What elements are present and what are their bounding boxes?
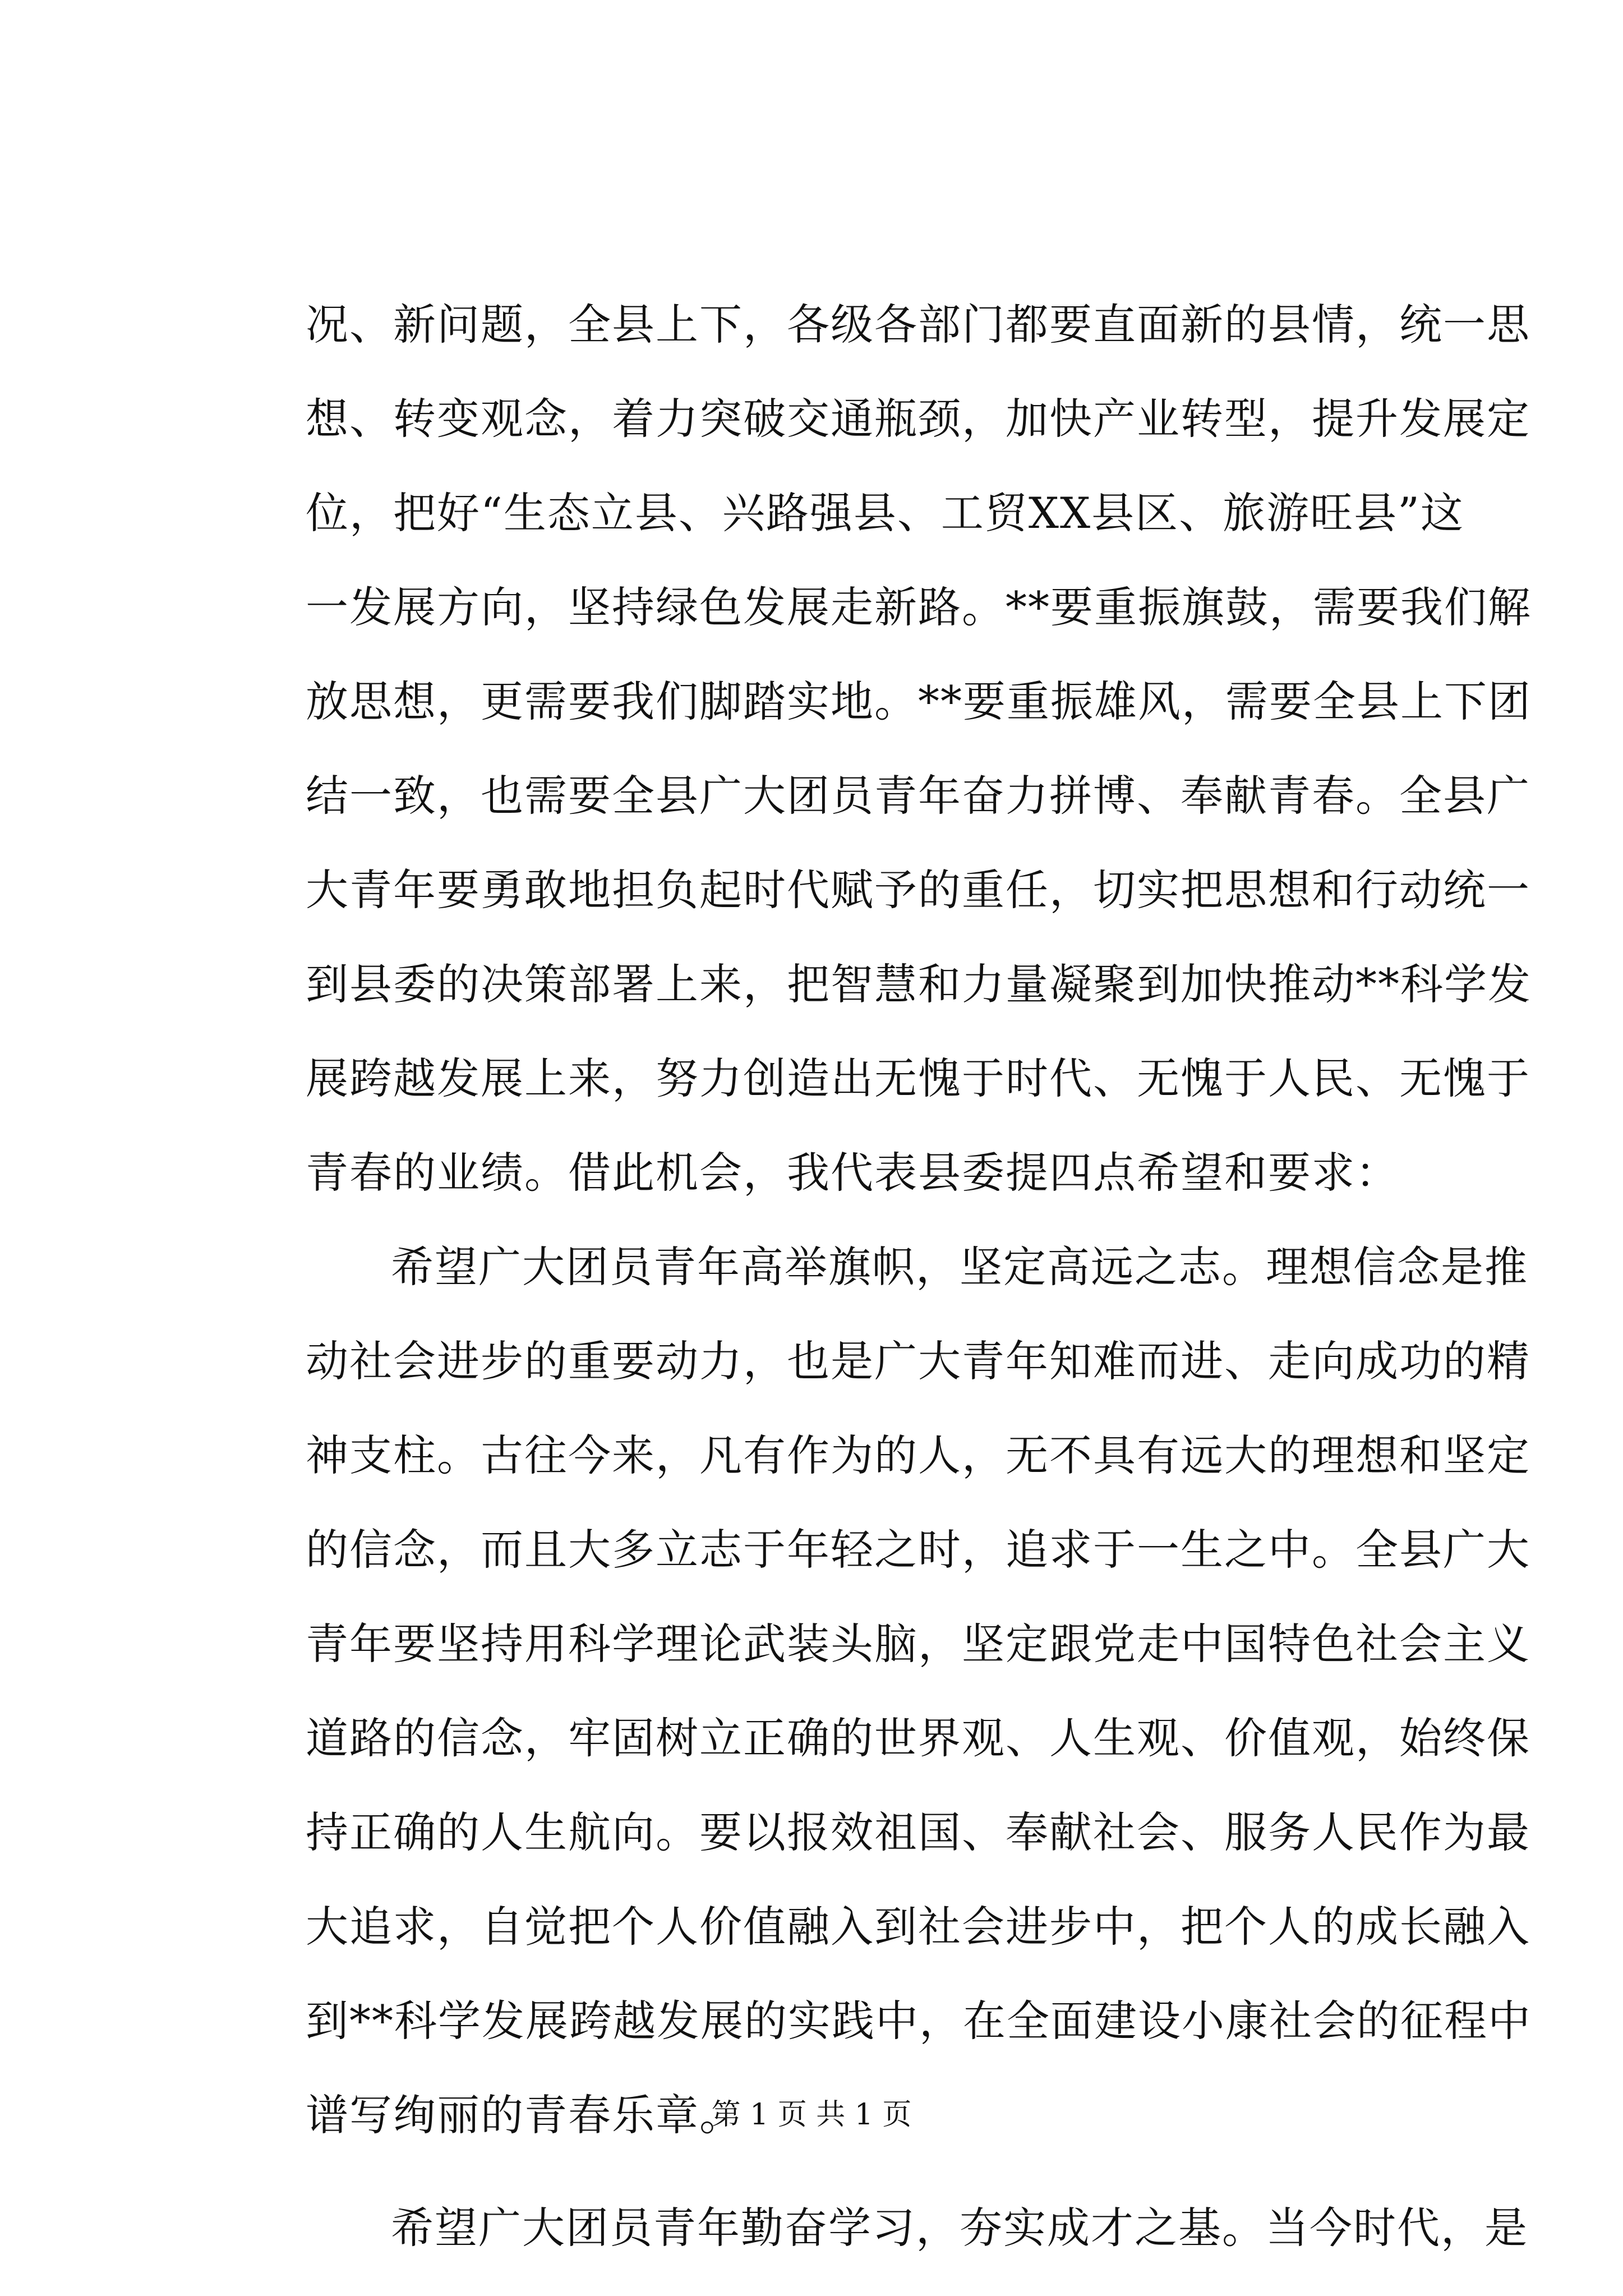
text-line: 到县委的决策部署上来，把智慧和力量凝聚到加快推动**科学发 <box>306 959 1532 1009</box>
page-footer <box>0 2095 1623 2134</box>
paragraph-3 <box>306 2181 1528 2275</box>
text-line: 希望广大团员青年高举旗帜，坚定高远之志。理想信念是推 <box>391 1242 1528 1292</box>
page-number-label: 第 1 页 共 1 页 <box>711 2098 912 2132</box>
text-line: 想、转变观念，着力突破交通瓶颈，加快产业转型，提升发展定 <box>306 394 1530 444</box>
text-line: 位，把好“生态立县、兴路强县、工贸XX县区、旅游旺县”这 <box>306 488 1464 538</box>
text-line: 谱写绚丽的青春乐章。 <box>306 2090 743 2140</box>
paragraph-2 <box>306 1220 1532 2162</box>
text-line: 青年要坚持用科学理论武装头脑，坚定跟党走中国特色社会主义 <box>306 1619 1530 1669</box>
text-line: 大追求，自觉把个人价值融入到社会进步中，把个人的成长融入 <box>306 1902 1530 1952</box>
text-line: 放思想，更需要我们脚踏实地。**要重振雄风，需要全县上下团 <box>306 677 1532 726</box>
paragraph-spacer <box>306 2162 1422 2181</box>
text-line: 青春的业绩。借此机会，我代表县委提四点希望和要求： <box>306 1148 1399 1198</box>
text-line: 持正确的人生航向。要以报效祖国、奉献社会、服务人民作为最 <box>306 1807 1530 1857</box>
text-line: 希望广大团员青年勤奋学习，夯实成才之基。当今时代，是 <box>391 2203 1528 2253</box>
text-line: 神支柱。古往今来，凡有作为的人，无不具有远大的理想和坚定 <box>306 1430 1530 1480</box>
text-line: 大青年要勇敢地担负起时代赋予的重任，切实把思想和行动统一 <box>306 865 1530 915</box>
text-line: 况、新问题，全县上下，各级各部门都要直面新的县情，统一思 <box>306 300 1530 349</box>
text-line: 结一致，也需要全县广大团员青年奋力拼博、奉献青春。全县广 <box>306 771 1530 821</box>
text-line: 展跨越发展上来，努力创造出无愧于时代、无愧于人民、无愧于 <box>306 1053 1530 1103</box>
text-line: 的信念，而且大多立志于年轻之时，追求于一生之中。全县广大 <box>306 1525 1530 1575</box>
document-body <box>306 278 1532 2275</box>
text-line: 一发展方向，坚持绿色发展走新路。**要重振旗鼓，需要我们解 <box>306 582 1532 632</box>
text-line: 动社会进步的重要动力，也是广大青年知难而进、走向成功的精 <box>306 1336 1530 1386</box>
text-line: 道路的信念，牢固树立正确的世界观、人生观、价值观，始终保 <box>306 1713 1530 1763</box>
paragraph-1 <box>306 278 1532 1220</box>
text-line: 到**科学发展跨越发展的实践中，在全面建设小康社会的征程中 <box>306 1996 1532 2046</box>
